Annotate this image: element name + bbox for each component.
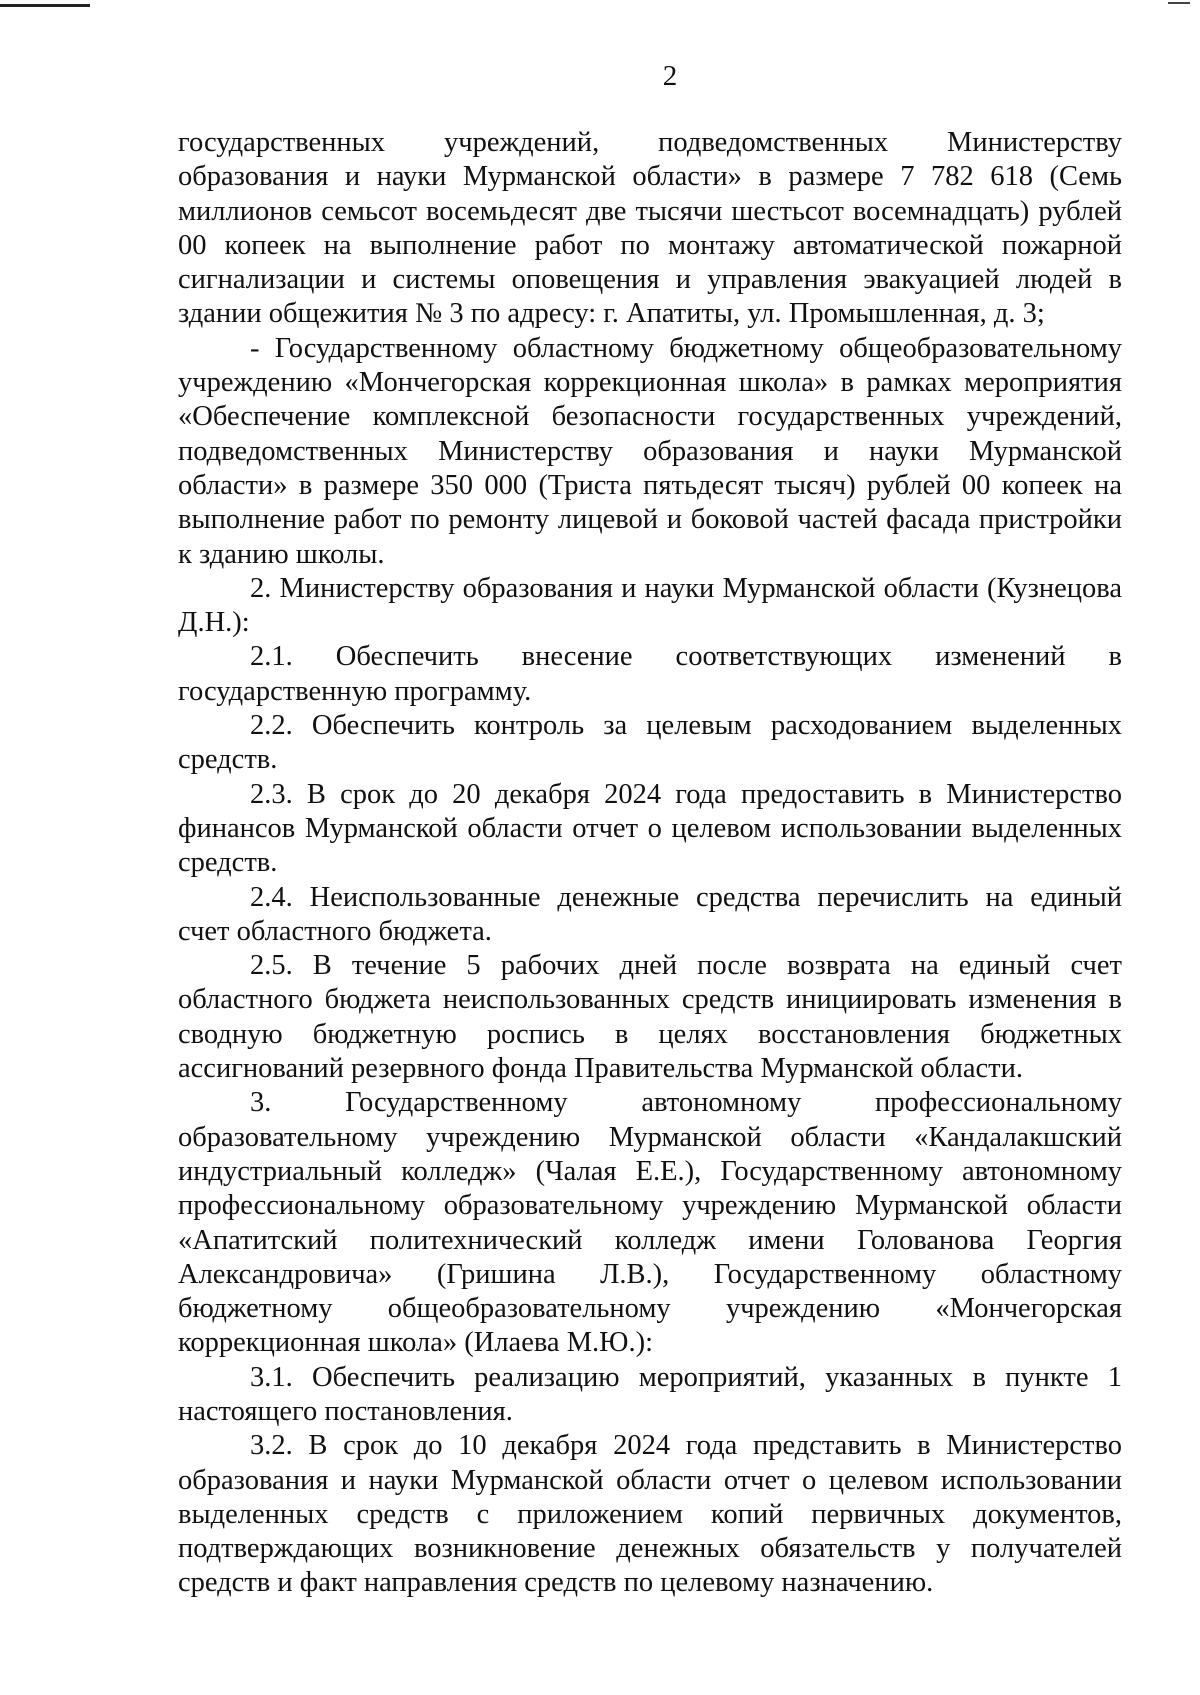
document-body [178, 126, 1122, 1601]
scan-edge-mark [1168, 2, 1190, 4]
paragraph-item-3-1: 3.1. Обеспечить реализацию мероприятий, указанных в пункте 1 настоящего постановления. [178, 1361, 1122, 1427]
paragraph-item-3-2: 3.2. В срок до 10 декабря 2024 года представить в Министерство образования и науки Мурманской области отчет о целевом использовании выделенных средств с приложением копий первичных документов, подтверждающих возникновение денежных обязательств у получателей средств и факт направления средств по целевому назначению. [178, 1430, 1122, 1599]
paragraph-continuation: государственных учреждений, подведомственных Министерству образования и науки Мурманской области» в размере 7 782 618 (Семь миллионов семьсот восемьдесят две тысячи шестьсот восемнадцать) рублей 00 копеек на выполнение работ по монтажу автоматической пожарной сигнализации и системы оповещения и управления эвакуацией людей в здании общежития № 3 по адресу: г. Апатиты, ул. Промышленная, д. 3; [178, 127, 1122, 330]
paragraph-item-2-4: 2.4. Неиспользованные денежные средства перечислить на единый счет областного бюджета. [178, 881, 1122, 947]
paragraph-list-item-school: - Государственному областному бюджетному общеобразовательному учреждению «Мончегорская коррекционная школа» в рамках мероприятия «Обеспечение комплексной безопасности государственных учреждений, подведомственных Министерству образования и науки Мурманской области» в размере 350 000 (Триста пятьдесят тысяч) рублей 00 копеек на выполнение работ по ремонту лицевой и боковой частей фасада пристройки к зданию школы. [178, 332, 1122, 570]
paragraph-item-2-5: 2.5. В течение 5 рабочих дней после возврата на единый счет областного бюджета неиспользованных средств инициировать изменения в сводную бюджетную роспись в целях восстановления бюджетных ассигнований резервного фонда Правительства Мурманской области. [178, 950, 1122, 1085]
paragraph-item-2-1: 2.1. Обеспечить внесение соответствующих изменений в государственную программу. [178, 641, 1122, 707]
paragraph-item-2-2: 2.2. Обеспечить контроль за целевым расходованием выделенных средств. [178, 710, 1122, 776]
paragraph-item-2: 2. Министерству образования и науки Мурманской области (Кузнецова Д.Н.): [178, 572, 1122, 639]
paragraph-item-3: 3. Государственному автономному профессиональному образовательному учреждению Мурманской области «Кандалакшский индустриальный колледж» (Чалая Е.Е.), Государственному автономному профессиональному образовательному учреждению Мурманской области «Апатитский политехнический колледж имени Голованова Георгия Александровича» (Гришина Л.В.), Государственному областному бюджетному общеобразовательному учреждению «Мончегорская коррекционная школа» (Илаева М.Ю.): [178, 1087, 1122, 1359]
scan-edge-mark [0, 4, 90, 7]
paragraph-item-2-3: 2.3. В срок до 20 декабря 2024 года предоставить в Министерство финансов Мурманской области отчет о целевом использовании выделенных средств. [178, 778, 1122, 879]
page-number: 2 [662, 60, 678, 92]
